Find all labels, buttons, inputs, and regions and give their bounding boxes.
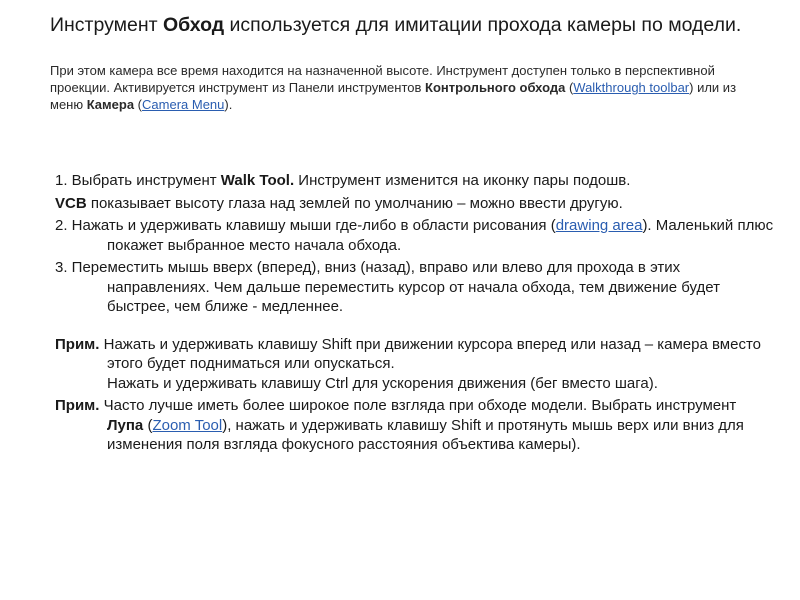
page-title <box>50 13 790 37</box>
note-2-label: Прим. <box>55 397 100 414</box>
intro-paragraph <box>50 62 770 113</box>
vcb-label: VCB <box>55 194 87 212</box>
steps-section <box>55 171 775 459</box>
intro-menu-name: Камера <box>86 97 135 112</box>
intro-toolbar-name: Контрольного обхода <box>425 80 566 95</box>
intro-text-3: ) или из меню <box>50 80 737 112</box>
step-1 <box>55 171 775 191</box>
walkthrough-toolbar-link[interactable]: Walkthrough toolbar <box>573 80 690 95</box>
intro-text-1: При этом камера все время находится на назначенной высоте. Инструмент доступен только в перспективной проекции. Активируется инструмент из Панели инструментов <box>50 63 715 95</box>
vcb-text: показывает высоту глаза над землей по умолчанию – можно ввести другую. <box>86 194 623 212</box>
note-2-suffix: ), нажать и удерживать клавишу Shift и протянуть мышь верх или вниз для изменения поля взгляда фокусного расстояния объектива камеры). <box>107 416 744 453</box>
step-2-prefix: 2. Нажать и удерживать клавишу мыши где-либо в области рисования ( <box>55 217 556 234</box>
step-1-tool: Walk Tool. <box>220 172 295 189</box>
note-1-text: Нажать и удерживать клавишу Shift при движении курсора вперед или назад – камера вместо этого будет подниматься или опускаться. <box>99 335 761 372</box>
note-2-mid: ( <box>143 416 153 434</box>
intro-text-2: ( <box>565 80 574 95</box>
intro-text-4: ( <box>134 97 143 112</box>
note-2-prefix: Часто лучше иметь более широкое поле взгляда при обходе модели. Выбрать инструмент <box>99 397 737 414</box>
vcb-note <box>55 194 775 214</box>
step-2-suffix: ). Маленький плюс покажет выбранное место начала обхода. <box>107 217 774 254</box>
note-2-tool-name: Лупа <box>107 416 144 434</box>
camera-menu-link[interactable]: Camera Menu <box>142 97 225 112</box>
step-1-suffix: Инструмент изменится на иконку пары подошв. <box>294 172 631 189</box>
note-1-text-2: Нажать и удерживать клавишу Ctrl для ускорения движения (бег вместо шага). <box>107 374 658 392</box>
step-1-prefix: 1. Выбрать инструмент <box>55 172 221 189</box>
title-tool-name: Обход <box>163 14 225 36</box>
intro-text-5: ). <box>224 97 233 112</box>
step-3: 3. Переместить мышь вверх (вперед), вниз (назад), вправо или влево для прохода в этих направлениях. Чем дальше переместить курсор от начала обхода, тем движение будет быстрее, чем ближе - медленнее. <box>55 259 721 315</box>
note-2 <box>55 396 775 455</box>
note-1 <box>55 335 775 394</box>
note-1-label: Прим. <box>55 335 100 353</box>
drawing-area-link[interactable]: drawing area <box>555 217 643 234</box>
title-suffix: используется для имитации прохода камеры по модели. <box>224 14 742 36</box>
step-2 <box>55 216 775 255</box>
zoom-tool-link[interactable]: Zoom Tool <box>152 416 223 434</box>
title-prefix: Инструмент <box>50 14 163 36</box>
